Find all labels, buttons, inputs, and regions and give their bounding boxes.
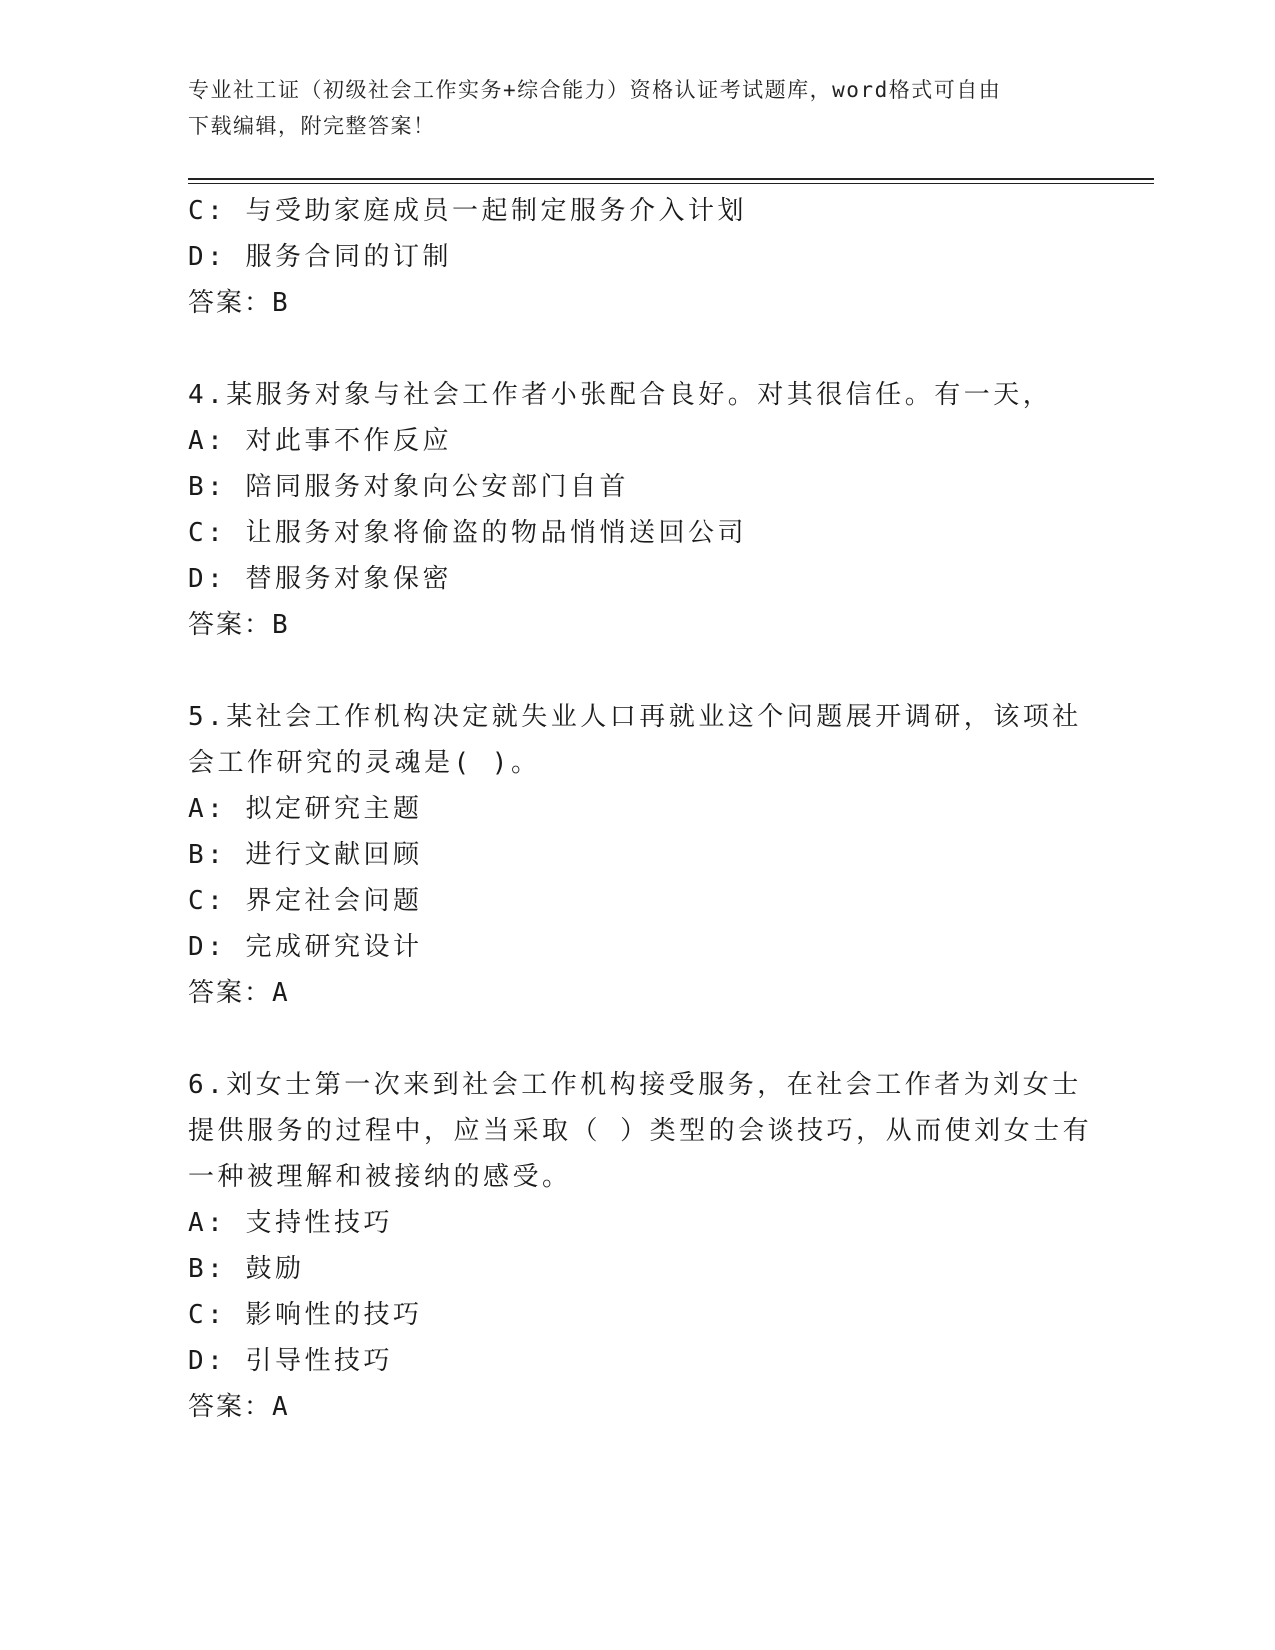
answer-line: 答案：B: [188, 288, 290, 318]
option-a: A: 对此事不作反应: [188, 426, 452, 456]
header-line-1: 专业社工证（初级社会工作实务+综合能力）资格认证考试题库，word格式可自由: [188, 78, 1002, 102]
question-item: [188, 694, 1088, 1016]
question-stem: 会工作研究的灵魂是( )。: [188, 748, 541, 778]
question-stem: 一种被理解和被接纳的感受。: [188, 1162, 572, 1192]
option-c: C: 界定社会问题: [188, 886, 423, 916]
question-fragment: [188, 188, 1088, 326]
question-stem: 5.某社会工作机构决定就失业人口再就业这个问题展开调研，该项社: [188, 702, 1082, 732]
option-d: D: 完成研究设计: [188, 932, 423, 962]
spacer: [188, 326, 1088, 372]
header-divider-thick: [188, 178, 1154, 180]
question-item: [188, 372, 1088, 648]
option-d: D: 引导性技巧: [188, 1346, 393, 1376]
question-stem: 6.刘女士第一次来到社会工作机构接受服务，在社会工作者为刘女士: [188, 1070, 1082, 1100]
spacer: [188, 648, 1088, 694]
question-item: [188, 1062, 1093, 1430]
answer-line: 答案：A: [188, 978, 290, 1008]
option-c: C: 影响性的技巧: [188, 1300, 423, 1330]
document-header: [188, 72, 1088, 144]
option-c: C: 与受助家庭成员一起制定服务介入计划: [188, 196, 747, 226]
header-line-2: 下载编辑，附完整答案！: [188, 114, 436, 138]
option-d: D: 替服务对象保密: [188, 564, 452, 594]
option-b: B: 鼓励: [188, 1254, 305, 1284]
option-b: B: 陪同服务对象向公安部门自首: [188, 472, 629, 502]
question-stem: 提供服务的过程中，应当采取（ ）类型的会谈技巧，从而使刘女士有: [188, 1116, 1093, 1146]
answer-line: 答案：A: [188, 1392, 290, 1422]
option-a: A: 支持性技巧: [188, 1208, 393, 1238]
option-c: C: 让服务对象将偷盗的物品悄悄送回公司: [188, 518, 747, 548]
question-list: [188, 188, 1093, 1430]
option-b: B: 进行文献回顾: [188, 840, 423, 870]
question-stem: 4.某服务对象与社会工作者小张配合良好。对其很信任。有一天，: [188, 380, 1053, 410]
spacer: [188, 1016, 1088, 1062]
option-a: A: 拟定研究主题: [188, 794, 423, 824]
option-d: D: 服务合同的订制: [188, 242, 452, 272]
header-divider-thin: [188, 183, 1154, 184]
answer-line: 答案：B: [188, 610, 290, 640]
